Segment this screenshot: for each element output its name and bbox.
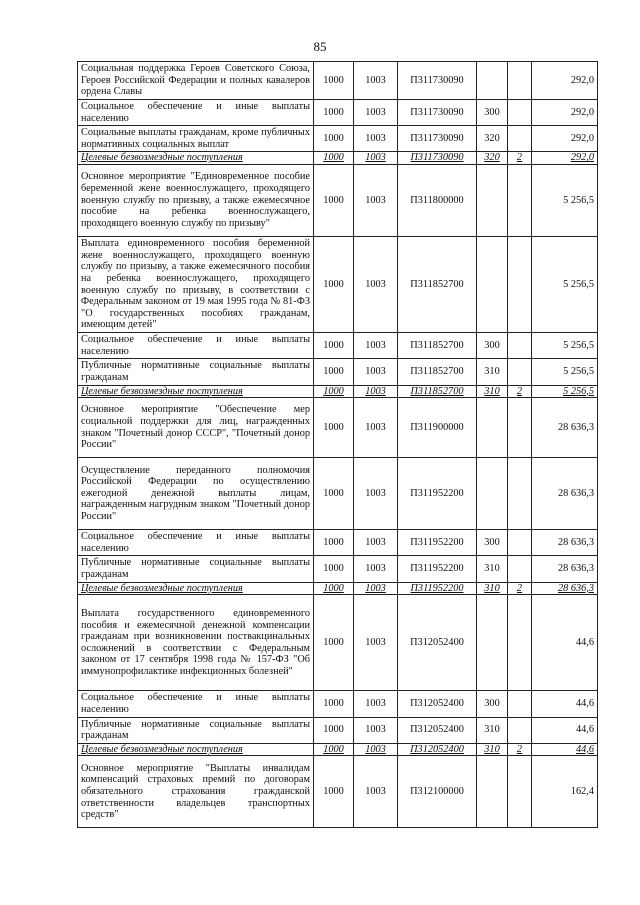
row-section: 1000 [314,756,354,828]
page-number: 85 [313,39,327,54]
row-name: Основное мероприятие "Обеспечение мер социальной поддержки для лиц, награжденных знаком "Почетный донор СССР", "Почетный донор России" [78,398,314,458]
row-subsection: 1003 [354,152,398,165]
row-name: Публичные нормативные социальные выплаты гражданам [78,359,314,385]
row-name: Социальное обеспечение и иные выплаты населению [78,691,314,717]
row-subsection: 1003 [354,691,398,717]
table-row [78,556,598,582]
row-source [508,530,532,556]
row-amount: 28 636,3 [532,582,598,595]
table-row [78,237,598,333]
row-section: 1000 [314,99,354,125]
row-amount: 28 636,3 [532,398,598,458]
row-expense-type [477,458,508,530]
row-amount: 28 636,3 [532,556,598,582]
row-amount: 44,6 [532,717,598,743]
row-name: Публичные нормативные социальные выплаты гражданам [78,717,314,743]
row-name: Публичные нормативные социальные выплаты гражданам [78,556,314,582]
row-amount: 5 256,5 [532,333,598,359]
row-expense-type: 310 [477,359,508,385]
row-subsection: 1003 [354,556,398,582]
row-source: 2 [508,385,532,398]
table-row [78,333,598,359]
row-name: Социальные выплаты гражданам, кроме публичных нормативных социальных выплат [78,126,314,152]
row-source [508,62,532,100]
row-target-article: П311800000 [398,165,477,237]
row-name: Основное мероприятие "Единовременное пособие беременной жене военнослужащего, проходящего военную службу по призыву, а также ежемесячное пособие на ребенка военнослужащего, проходящего военную службу по призыву" [78,165,314,237]
row-section: 1000 [314,717,354,743]
budget-table-body [78,62,598,828]
row-expense-type [477,756,508,828]
row-expense-type: 300 [477,99,508,125]
row-subsection: 1003 [354,595,398,691]
table-row [78,458,598,530]
row-name: Социальное обеспечение и иные выплаты населению [78,99,314,125]
row-source: 2 [508,743,532,756]
row-section: 1000 [314,333,354,359]
row-name: Социальная поддержка Героев Советского Союза, Героев Российской Федерации и полных кавалеров ордена Славы [78,62,314,100]
table-row [78,691,598,717]
row-target-article: П311852700 [398,385,477,398]
row-section: 1000 [314,398,354,458]
row-target-article: П311952200 [398,458,477,530]
row-target-article: П312052400 [398,691,477,717]
row-target-article: П311730090 [398,62,477,100]
row-section: 1000 [314,152,354,165]
row-source [508,398,532,458]
table-row [78,99,598,125]
row-section: 1000 [314,691,354,717]
row-expense-type [477,237,508,333]
row-amount: 292,0 [532,99,598,125]
row-section: 1000 [314,556,354,582]
row-target-article: П311952200 [398,582,477,595]
row-expense-type: 310 [477,743,508,756]
row-source [508,756,532,828]
row-amount: 44,6 [532,743,598,756]
row-amount: 292,0 [532,62,598,100]
row-target-article: П311730090 [398,126,477,152]
row-subsection: 1003 [354,359,398,385]
row-amount: 162,4 [532,756,598,828]
table-row [78,165,598,237]
row-source [508,333,532,359]
row-subsection: 1003 [354,398,398,458]
row-target-article: П312052400 [398,595,477,691]
row-name: Выплата единовременного пособия беременной жене военнослужащего, проходящего военную службу по призыву, а также ежемесячного пособия на ребенка военнослужащего, проходящего военную службу по призыву, в соответствии с Федеральным законом от 19 мая 1995 года № 81-ФЗ "О государственных пособиях гражданам, имеющим детей" [78,237,314,333]
row-subsection: 1003 [354,756,398,828]
table-row [78,62,598,100]
row-amount: 5 256,5 [532,165,598,237]
row-section: 1000 [314,743,354,756]
row-section: 1000 [314,595,354,691]
row-expense-type [477,595,508,691]
row-subsection: 1003 [354,743,398,756]
row-source [508,165,532,237]
table-row [78,126,598,152]
row-amount: 5 256,5 [532,359,598,385]
row-source [508,691,532,717]
row-expense-type: 320 [477,126,508,152]
row-expense-type: 310 [477,717,508,743]
row-name: Целевые безвозмездные поступления [78,743,314,756]
row-expense-type [477,398,508,458]
row-section: 1000 [314,126,354,152]
row-source [508,99,532,125]
row-target-article: П312052400 [398,743,477,756]
row-amount: 292,0 [532,126,598,152]
table-row-target-revenue [78,743,598,756]
row-target-article: П311852700 [398,359,477,385]
table-row-target-revenue [78,385,598,398]
table-row [78,359,598,385]
row-target-article: П312100000 [398,756,477,828]
row-subsection: 1003 [354,582,398,595]
table-row-target-revenue [78,152,598,165]
row-amount: 44,6 [532,691,598,717]
row-target-article: П311730090 [398,99,477,125]
row-expense-type: 310 [477,582,508,595]
row-section: 1000 [314,458,354,530]
row-expense-type [477,62,508,100]
row-expense-type: 320 [477,152,508,165]
row-section: 1000 [314,385,354,398]
row-subsection: 1003 [354,530,398,556]
row-target-article: П311852700 [398,333,477,359]
table-row [78,398,598,458]
row-amount: 5 256,5 [532,237,598,333]
row-name: Социальное обеспечение и иные выплаты населению [78,333,314,359]
row-target-article: П311852700 [398,237,477,333]
table-row [78,530,598,556]
row-source: 2 [508,582,532,595]
row-name: Социальное обеспечение и иные выплаты населению [78,530,314,556]
row-source [508,595,532,691]
row-source [508,237,532,333]
row-expense-type: 310 [477,556,508,582]
row-subsection: 1003 [354,237,398,333]
row-name: Основное мероприятие "Выплаты инвалидам компенсаций страховых премий по договорам обязательного страхования гражданской ответственности владельцев транспортных средств" [78,756,314,828]
row-subsection: 1003 [354,333,398,359]
row-expense-type: 300 [477,530,508,556]
row-target-article: П311730090 [398,152,477,165]
table-row-target-revenue [78,582,598,595]
row-source [508,458,532,530]
row-section: 1000 [314,62,354,100]
row-subsection: 1003 [354,126,398,152]
row-section: 1000 [314,359,354,385]
row-name: Выплата государственного единовременного пособия и ежемесячной денежной компенсации гражданам при возникновении поствакцинальных осложнений в соответствии с Федеральным законом от 17 сентября 1998 года № 157-ФЗ "Об иммунопрофилактике инфекционных болезней" [78,595,314,691]
row-expense-type: 310 [477,385,508,398]
row-section: 1000 [314,165,354,237]
row-name: Целевые безвозмездные поступления [78,582,314,595]
row-section: 1000 [314,582,354,595]
row-source [508,556,532,582]
row-name: Осуществление переданного полномочия Российской Федерации по осуществлению ежегодной денежной выплаты лицам, награжденным нагрудным знаком "Почетный донор России" [78,458,314,530]
row-expense-type: 300 [477,333,508,359]
table-row [78,595,598,691]
row-subsection: 1003 [354,165,398,237]
row-amount: 28 636,3 [532,530,598,556]
row-amount: 292,0 [532,152,598,165]
row-subsection: 1003 [354,458,398,530]
row-target-article: П311952200 [398,530,477,556]
row-target-article: П312052400 [398,717,477,743]
row-subsection: 1003 [354,385,398,398]
row-name: Целевые безвозмездные поступления [78,385,314,398]
table-row [78,756,598,828]
row-source [508,359,532,385]
table-row [78,717,598,743]
row-subsection: 1003 [354,62,398,100]
row-target-article: П311952200 [398,556,477,582]
row-expense-type: 300 [477,691,508,717]
row-subsection: 1003 [354,717,398,743]
row-source: 2 [508,152,532,165]
row-amount: 5 256,5 [532,385,598,398]
row-target-article: П311900000 [398,398,477,458]
row-expense-type [477,165,508,237]
budget-table [77,61,598,828]
row-section: 1000 [314,530,354,556]
row-amount: 28 636,3 [532,458,598,530]
row-source [508,717,532,743]
row-amount: 44,6 [532,595,598,691]
row-section: 1000 [314,237,354,333]
row-name: Целевые безвозмездные поступления [78,152,314,165]
row-subsection: 1003 [354,99,398,125]
row-source [508,126,532,152]
